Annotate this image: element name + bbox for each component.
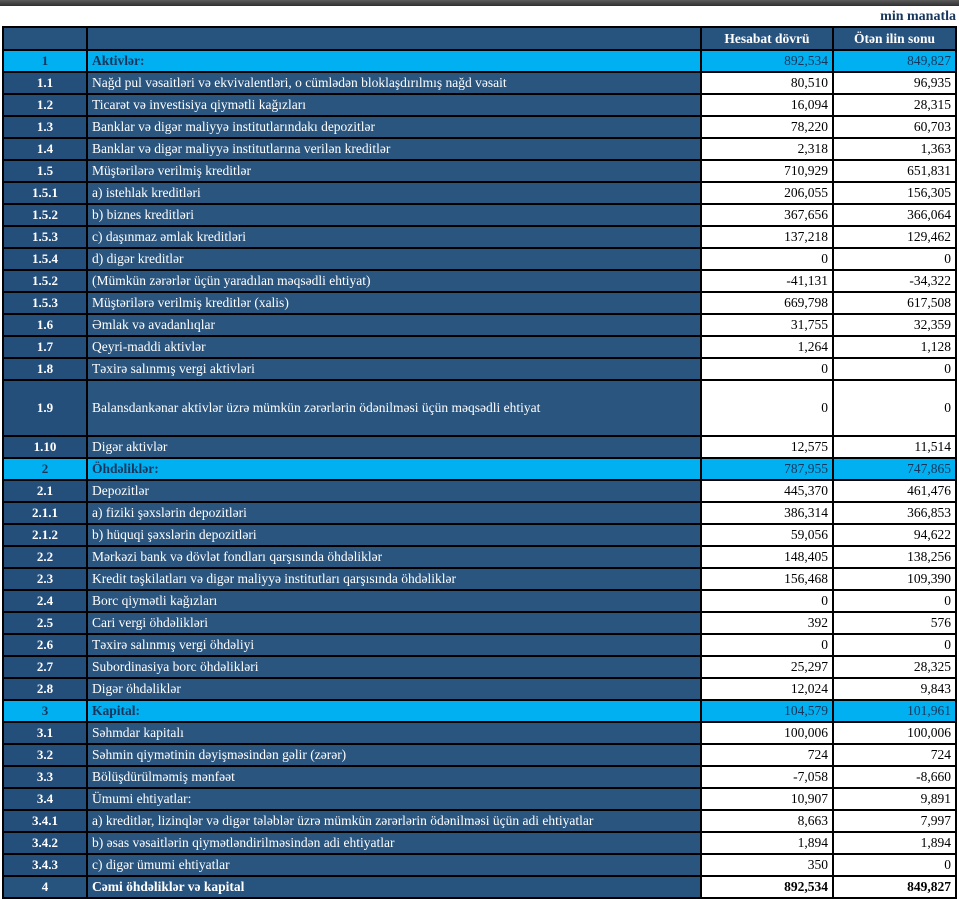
row-number-cell: 1.2 bbox=[3, 94, 87, 116]
row-label-cell: Öhdəliklər: bbox=[87, 458, 701, 480]
value-reporting-period: 80,510 bbox=[701, 72, 833, 94]
table-row bbox=[3, 590, 956, 612]
row-number-cell: 1.4 bbox=[3, 138, 87, 160]
row-number-cell: 2.1.2 bbox=[3, 524, 87, 546]
value-end-of-last-year: 28,315 bbox=[833, 94, 956, 116]
table-row bbox=[3, 50, 956, 72]
value-end-of-last-year: 1,894 bbox=[833, 832, 956, 854]
value-end-of-last-year: 138,256 bbox=[833, 546, 956, 568]
row-number-cell: 1.5.1 bbox=[3, 182, 87, 204]
row-number-cell: 3.4.3 bbox=[3, 854, 87, 876]
row-number-cell: 3.3 bbox=[3, 766, 87, 788]
table-row bbox=[3, 524, 956, 546]
row-number-cell: 1.7 bbox=[3, 336, 87, 358]
row-label-cell: a) fiziki şəxslərin depozitləri bbox=[87, 502, 701, 524]
table-row bbox=[3, 336, 956, 358]
row-label-cell: Mərkəzi bank və dövlət fondları qarşısında öhdəliklər bbox=[87, 546, 701, 568]
row-label-cell: Müştərilərə verilmiş kreditlər (xalis) bbox=[87, 292, 701, 314]
row-label-cell: Kredit təşkilatları və digər maliyyə institutları qarşısında öhdəliklər bbox=[87, 568, 701, 590]
balance-sheet-table bbox=[2, 26, 957, 899]
row-label-cell: c) daşınmaz əmlak kreditləri bbox=[87, 226, 701, 248]
table-row bbox=[3, 854, 956, 876]
column-header-reporting-period: Hesabat dövrü bbox=[701, 27, 833, 50]
row-label-cell: Digər öhdəliklər bbox=[87, 678, 701, 700]
column-header-end-of-last-year: Ötən ilin sonu bbox=[833, 27, 956, 50]
row-number-cell: 2.1 bbox=[3, 480, 87, 502]
value-end-of-last-year: 129,462 bbox=[833, 226, 956, 248]
row-label-cell: Cəmi öhdəliklər və kapital bbox=[87, 876, 701, 898]
value-reporting-period: 10,907 bbox=[701, 788, 833, 810]
table-row bbox=[3, 72, 956, 94]
value-end-of-last-year: 849,827 bbox=[833, 876, 956, 898]
row-label-cell: Qeyri-maddi aktivlər bbox=[87, 336, 701, 358]
row-number-cell: 4 bbox=[3, 876, 87, 898]
value-reporting-period: 669,798 bbox=[701, 292, 833, 314]
value-end-of-last-year: 0 bbox=[833, 380, 956, 436]
row-number-cell: 2.7 bbox=[3, 656, 87, 678]
row-label-cell: Banklar və digər maliyyə institutlarına verilən kreditlər bbox=[87, 138, 701, 160]
row-label-cell: Bölüşdürülməmiş mənfəət bbox=[87, 766, 701, 788]
table-row bbox=[3, 94, 956, 116]
value-end-of-last-year: 1,128 bbox=[833, 336, 956, 358]
row-number-cell: 1 bbox=[3, 50, 87, 72]
row-number-cell: 2.6 bbox=[3, 634, 87, 656]
row-number-cell: 1.1 bbox=[3, 72, 87, 94]
row-number-cell: 1.8 bbox=[3, 358, 87, 380]
value-reporting-period: 367,656 bbox=[701, 204, 833, 226]
value-reporting-period: 25,297 bbox=[701, 656, 833, 678]
row-label-cell: Cari vergi öhdəlikləri bbox=[87, 612, 701, 634]
value-end-of-last-year: 100,006 bbox=[833, 722, 956, 744]
value-reporting-period: 1,264 bbox=[701, 336, 833, 358]
row-label-cell: Səhmdar kapitalı bbox=[87, 722, 701, 744]
row-number-cell: 2 bbox=[3, 458, 87, 480]
row-label-cell: Balansdankənar aktivlər üzrə mümkün zərərlərin ödənilməsi üçün məqsədli ehtiyat bbox=[87, 380, 701, 436]
table-row bbox=[3, 568, 956, 590]
row-number-cell: 3.2 bbox=[3, 744, 87, 766]
value-end-of-last-year: 96,935 bbox=[833, 72, 956, 94]
row-number-cell: 3.1 bbox=[3, 722, 87, 744]
value-reporting-period: 137,218 bbox=[701, 226, 833, 248]
row-label-cell: Əmlak və avadanlıqlar bbox=[87, 314, 701, 336]
row-number-cell: 1.5.4 bbox=[3, 248, 87, 270]
value-end-of-last-year: 9,891 bbox=[833, 788, 956, 810]
value-reporting-period: 787,955 bbox=[701, 458, 833, 480]
row-number-cell: 3 bbox=[3, 700, 87, 722]
table-row bbox=[3, 116, 956, 138]
row-label-cell: Səhmin qiymətinin dəyişməsindən gəlir (zərər) bbox=[87, 744, 701, 766]
row-number-cell: 1.5.3 bbox=[3, 226, 87, 248]
value-end-of-last-year: 576 bbox=[833, 612, 956, 634]
header-cell-row-number bbox=[3, 27, 87, 50]
table-row bbox=[3, 314, 956, 336]
row-label-cell: Ticarət və investisiya qiymətli kağızları bbox=[87, 94, 701, 116]
row-label-cell: d) digər kreditlər bbox=[87, 248, 701, 270]
row-label-cell: Aktivlər: bbox=[87, 50, 701, 72]
value-reporting-period: -7,058 bbox=[701, 766, 833, 788]
value-reporting-period: 2,318 bbox=[701, 138, 833, 160]
value-end-of-last-year: 1,363 bbox=[833, 138, 956, 160]
row-number-cell: 2.2 bbox=[3, 546, 87, 568]
table-row bbox=[3, 292, 956, 314]
value-reporting-period: 12,575 bbox=[701, 436, 833, 458]
value-reporting-period: 0 bbox=[701, 358, 833, 380]
value-reporting-period: 892,534 bbox=[701, 876, 833, 898]
table-row bbox=[3, 634, 956, 656]
value-reporting-period: 31,755 bbox=[701, 314, 833, 336]
row-number-cell: 2.1.1 bbox=[3, 502, 87, 524]
value-reporting-period: 710,929 bbox=[701, 160, 833, 182]
row-number-cell: 2.4 bbox=[3, 590, 87, 612]
value-end-of-last-year: 28,325 bbox=[833, 656, 956, 678]
value-reporting-period: 8,663 bbox=[701, 810, 833, 832]
value-end-of-last-year: 156,305 bbox=[833, 182, 956, 204]
value-reporting-period: 156,468 bbox=[701, 568, 833, 590]
value-end-of-last-year: 724 bbox=[833, 744, 956, 766]
value-end-of-last-year: 32,359 bbox=[833, 314, 956, 336]
value-end-of-last-year: 101,961 bbox=[833, 700, 956, 722]
value-end-of-last-year: 366,853 bbox=[833, 502, 956, 524]
value-reporting-period: 0 bbox=[701, 590, 833, 612]
value-reporting-period: -41,131 bbox=[701, 270, 833, 292]
value-end-of-last-year: 0 bbox=[833, 358, 956, 380]
value-end-of-last-year: 617,508 bbox=[833, 292, 956, 314]
table-row bbox=[3, 436, 956, 458]
table-row bbox=[3, 810, 956, 832]
value-reporting-period: 100,006 bbox=[701, 722, 833, 744]
table-row bbox=[3, 248, 956, 270]
row-number-cell: 3.4.2 bbox=[3, 832, 87, 854]
table-row bbox=[3, 138, 956, 160]
value-reporting-period: 724 bbox=[701, 744, 833, 766]
row-label-cell: Müştərilərə verilmiş kreditlər bbox=[87, 160, 701, 182]
value-reporting-period: 0 bbox=[701, 248, 833, 270]
table-row bbox=[3, 876, 956, 898]
row-label-cell: Banklar və digər maliyyə institutlarındakı depozitlər bbox=[87, 116, 701, 138]
row-number-cell: 1.9 bbox=[3, 380, 87, 436]
value-reporting-period: 148,405 bbox=[701, 546, 833, 568]
row-number-cell: 2.5 bbox=[3, 612, 87, 634]
value-end-of-last-year: 60,703 bbox=[833, 116, 956, 138]
row-number-cell: 2.3 bbox=[3, 568, 87, 590]
value-end-of-last-year: 109,390 bbox=[833, 568, 956, 590]
table-row bbox=[3, 546, 956, 568]
value-reporting-period: 445,370 bbox=[701, 480, 833, 502]
row-number-cell: 2.8 bbox=[3, 678, 87, 700]
value-reporting-period: 1,894 bbox=[701, 832, 833, 854]
value-reporting-period: 59,056 bbox=[701, 524, 833, 546]
value-reporting-period: 104,579 bbox=[701, 700, 833, 722]
value-end-of-last-year: -34,322 bbox=[833, 270, 956, 292]
value-end-of-last-year: 0 bbox=[833, 590, 956, 612]
value-end-of-last-year: 0 bbox=[833, 248, 956, 270]
row-number-cell: 3.4.1 bbox=[3, 810, 87, 832]
value-reporting-period: 0 bbox=[701, 634, 833, 656]
value-end-of-last-year: 747,865 bbox=[833, 458, 956, 480]
value-end-of-last-year: 651,831 bbox=[833, 160, 956, 182]
row-label-cell: Təxirə salınmış vergi aktivləri bbox=[87, 358, 701, 380]
table-row bbox=[3, 270, 956, 292]
table-row bbox=[3, 380, 956, 436]
row-number-cell: 1.10 bbox=[3, 436, 87, 458]
table-row bbox=[3, 656, 956, 678]
row-label-cell: a) istehlak kreditləri bbox=[87, 182, 701, 204]
value-reporting-period: 392 bbox=[701, 612, 833, 634]
table-row bbox=[3, 744, 956, 766]
value-end-of-last-year: 0 bbox=[833, 634, 956, 656]
row-label-cell: Digər aktivlər bbox=[87, 436, 701, 458]
table-row bbox=[3, 722, 956, 744]
row-label-cell: Kapital: bbox=[87, 700, 701, 722]
row-label-cell: Təxirə salınmış vergi öhdəliyi bbox=[87, 634, 701, 656]
value-reporting-period: 16,094 bbox=[701, 94, 833, 116]
value-reporting-period: 0 bbox=[701, 380, 833, 436]
row-label-cell: a) kreditlər, lizinqlər və digər tələblər üzrə mümkün zərərlərin ödənilməsi üçün adi ehtiyatlar bbox=[87, 810, 701, 832]
value-end-of-last-year: 366,064 bbox=[833, 204, 956, 226]
table-row bbox=[3, 678, 956, 700]
row-number-cell: 1.5.2 bbox=[3, 270, 87, 292]
value-end-of-last-year: 7,997 bbox=[833, 810, 956, 832]
row-label-cell: b) hüquqi şəxslərin depozitləri bbox=[87, 524, 701, 546]
table-row bbox=[3, 788, 956, 810]
value-reporting-period: 78,220 bbox=[701, 116, 833, 138]
row-number-cell: 1.5.3 bbox=[3, 292, 87, 314]
row-label-cell: Depozitlər bbox=[87, 480, 701, 502]
row-number-cell: 1.3 bbox=[3, 116, 87, 138]
value-end-of-last-year: 11,514 bbox=[833, 436, 956, 458]
row-number-cell: 1.5 bbox=[3, 160, 87, 182]
row-number-cell: 1.6 bbox=[3, 314, 87, 336]
row-label-cell: c) digər ümumi ehtiyatlar bbox=[87, 854, 701, 876]
table-row bbox=[3, 480, 956, 502]
row-label-cell: (Mümkün zərərlər üçün yaradılan məqsədli ehtiyat) bbox=[87, 270, 701, 292]
row-label-cell: Subordinasiya borc öhdəlikləri bbox=[87, 656, 701, 678]
table-row bbox=[3, 160, 956, 182]
value-reporting-period: 206,055 bbox=[701, 182, 833, 204]
value-end-of-last-year: 94,622 bbox=[833, 524, 956, 546]
table-row bbox=[3, 700, 956, 722]
value-reporting-period: 350 bbox=[701, 854, 833, 876]
value-reporting-period: 386,314 bbox=[701, 502, 833, 524]
row-number-cell: 3.4 bbox=[3, 788, 87, 810]
value-end-of-last-year: 461,476 bbox=[833, 480, 956, 502]
value-reporting-period: 892,534 bbox=[701, 50, 833, 72]
value-end-of-last-year: -8,660 bbox=[833, 766, 956, 788]
table-row bbox=[3, 502, 956, 524]
row-label-cell: b) biznes kreditləri bbox=[87, 204, 701, 226]
table-row bbox=[3, 182, 956, 204]
row-label-cell: Ümumi ehtiyatlar: bbox=[87, 788, 701, 810]
table-row bbox=[3, 204, 956, 226]
table-row bbox=[3, 458, 956, 480]
row-label-cell: b) əsas vəsaitlərin qiymətləndirilməsindən adi ehtiyatlar bbox=[87, 832, 701, 854]
header-cell-description bbox=[87, 27, 701, 50]
unit-note: min manatla bbox=[880, 9, 956, 24]
table-row bbox=[3, 612, 956, 634]
value-reporting-period: 12,024 bbox=[701, 678, 833, 700]
table-row bbox=[3, 832, 956, 854]
row-number-cell: 1.5.2 bbox=[3, 204, 87, 226]
table-row bbox=[3, 226, 956, 248]
table-row bbox=[3, 358, 956, 380]
table-row bbox=[3, 766, 956, 788]
row-label-cell: Borc qiymətli kağızları bbox=[87, 590, 701, 612]
header-row bbox=[3, 27, 956, 50]
row-label-cell: Nağd pul vəsaitləri və ekvivalentləri, o cümlədən bloklaşdırılmış nağd vəsait bbox=[87, 72, 701, 94]
value-end-of-last-year: 9,843 bbox=[833, 678, 956, 700]
value-end-of-last-year: 849,827 bbox=[833, 50, 956, 72]
value-end-of-last-year: 0 bbox=[833, 854, 956, 876]
